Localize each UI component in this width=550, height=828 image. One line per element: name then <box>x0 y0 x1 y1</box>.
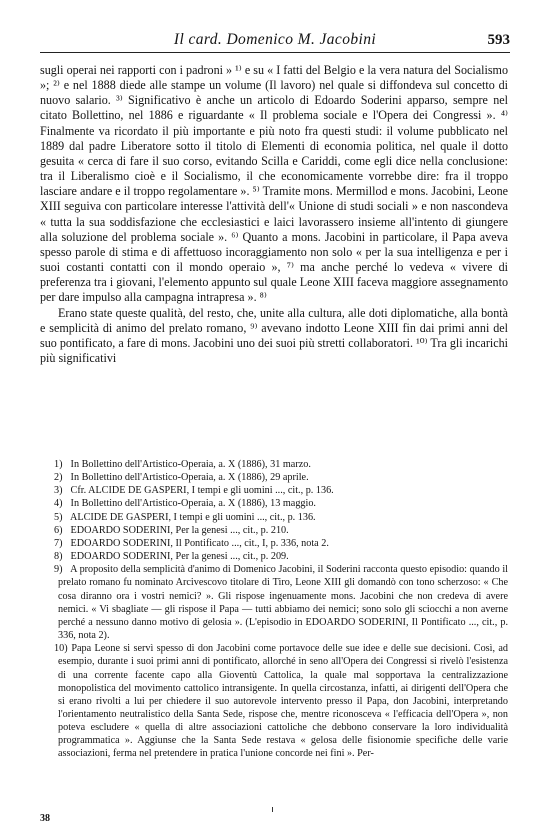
footnote-number: 7) <box>54 537 63 549</box>
footnote-text: ALCIDE DE GASPERI, I tempi e gli uomini ..., cit., p. 136. <box>69 511 316 523</box>
footnote-text: A proposito della semplicità d'animo di Domenico Jacobini, il Soderini racconta questo episodio: quando il prelato romano fu nominato Arcivescovo titolare di Tiro, Leone XIII gli domandò con tono scherzoso: « Che cosa diranno ora i vostri nemici? ». Gli rispose ingenuamente mons. Jacobini che non credeva di avere nemici. « Vi sbagliate — gli rispose il Papa — tutti abbiamo dei nemici; sono solo gli sciocchi a non averne perché a nessuno danno motivo di gelosia ». (L'episodio in EDOARDO SODERINI, Il Pontificato ..., cit., p. 336, nota 2). <box>58 564 508 642</box>
footnote-number: 6) <box>54 524 63 536</box>
footnote <box>40 642 508 760</box>
footnote-text: EDOARDO SODERINI, Per la genesi ..., cit., p. 209. <box>70 551 289 563</box>
footnote-number: 9) <box>54 564 63 576</box>
main-text <box>40 63 508 366</box>
footnote-number: 2) <box>54 472 63 484</box>
footnote-text: Cfr. ALCIDE DE GASPERI, I tempi e gli uomini ..., cit., p. 136. <box>70 485 334 497</box>
footnote-number: 1) <box>54 459 63 470</box>
footnote-text: In Bollettino dell'Artistico-Operaia, a. X (1886), 13 maggio. <box>70 498 316 510</box>
footnote <box>40 563 508 642</box>
footnote <box>40 497 508 510</box>
footnotes <box>40 458 508 761</box>
page-mark <box>272 807 273 812</box>
footnote-number: 4) <box>54 498 63 510</box>
page-header <box>40 30 510 53</box>
footnote <box>40 458 508 471</box>
footnote-text: Papa Leone si servì spesso di don Jacobini come portavoce delle sue idee e delle sue decisioni. Così, ad esempio, durante i suoi primi anni di pontificato, allorché in seno all'Opera dei Congressi si rivelò l'esistenza di una corrente facente capo alla Gioventù Cattolica, la quale mal sopportava la centralizzazione monopolistica del movimento cattolico intransigente. In quella circostanza, infatti, ai dirigenti dell'Opera che si erano rivolti a lui per chiedere il suo autorevole intervento presso il Papa, don Jacobini, interpretando l'orientamento neutralistico della Santa Sede, rispose che, mentre riconosceva « l'efficacia dell'Opera », non poteva escludere « quella di altre associazioni cattoliche che debbono conservare la loro individualità programmatica ». Aggiunse che la Santa Sede restava « gelosa delle fisionomie specifiche delle varie associazioni, ferma nel pretendere in pratica l'unione concorde nei fini ». Per- <box>58 643 508 760</box>
footnote <box>40 511 508 524</box>
footnote <box>40 524 508 537</box>
footnote-text: In Bollettino dell'Artistico-Operaia, a. X (1886), 29 aprile. <box>70 472 309 484</box>
footnote-number: 8) <box>54 551 63 563</box>
footnote <box>40 550 508 563</box>
footnote-number: 3) <box>54 485 63 497</box>
running-title: Il card. Domenico M. Jacobini <box>173 31 377 48</box>
paragraph: Erano state queste qualità, del resto, che, unite alla cultura, alle doti diplomatiche, alla bontà e semplicità di animo del prelato romano, ⁹⁾ avevano indotto Leone XIII fin dai primi anni del suo pontificato, a fare di mons. Jacobini uno dei suoi più stretti collaboratori. ¹⁰⁾ Tra gli incarichi più significativi <box>40 305 508 365</box>
footnote <box>40 471 508 484</box>
footnote <box>40 484 508 497</box>
footnote-text: In Bollettino dell'Artistico-Operaia, a. X (1886), 31 marzo. <box>70 459 311 470</box>
footnote-text: EDOARDO SODERINI, Il Pontificato ..., cit., I, p. 336, nota 2. <box>70 537 329 549</box>
footnote-number: 5) <box>54 511 63 523</box>
signature-mark: 38 <box>40 813 50 824</box>
footnote-number: 10) <box>54 643 68 655</box>
footnote <box>40 537 508 550</box>
footnote-text: EDOARDO SODERINI, Per la genesi ..., cit., p. 210. <box>70 524 289 536</box>
paragraph: sugli operai nei rapporti con i padroni » ¹⁾ e su « I fatti del Belgio e la vera natura del Socialismo »; ²⁾ e nel 1888 diede alle stampe un volume (Il lavoro) nel quale si diffondeva sul concetto di nuovo salario. ³⁾ Significativo è anche un articolo di Edoardo Soderini apparso, sempre nel citato Bollettino, nel 1886 e riguardante « Il problema sociale e l'Opera dei Congressi ». ⁴⁾ Finalmente va ricordato il più importante e più noto fra questi studi: il volume pubblicato nel 1889 dal padre Liberatore sotto il titolo di Elementi di economia politica, nel quale il dotto gesuita « cerca di fare il suo corso, evitando Scilla e Cariddi, come egli dice nella conclusione: tra il Liberalismo cioè e il Socialismo, il che economicamente vorrebbe dire: fra il troppo lasciare andare e il troppo regolamentare ». ⁵⁾ Tramite mons. Mermillod e mons. Jacobini, Leone XIII seguiva con particolare interesse l'attività dell'« Unione di studi sociali » e non nascondeva « tutta la sua soddisfazione che ecclesiastici e laici lavorassero insieme all'intento di giungere alla soluzione del problema sociale ». ⁶⁾ Quanto a mons. Jacobini in particolare, il Papa aveva spesso parole di stima e di affettuoso incoraggiamento non solo « per la sua intelligenza e per i suoi costanti contatti con il mondo operaio », ⁷⁾ ma anche perché lo vedeva « vivere di preferenza tra i giovani, l'elemento appunto sul quale Leone XIII faceva maggiore assegnamento per dare impulso alla campagna intrapresa ». ⁸⁾ <box>40 63 508 305</box>
page-number: 593 <box>487 32 510 48</box>
